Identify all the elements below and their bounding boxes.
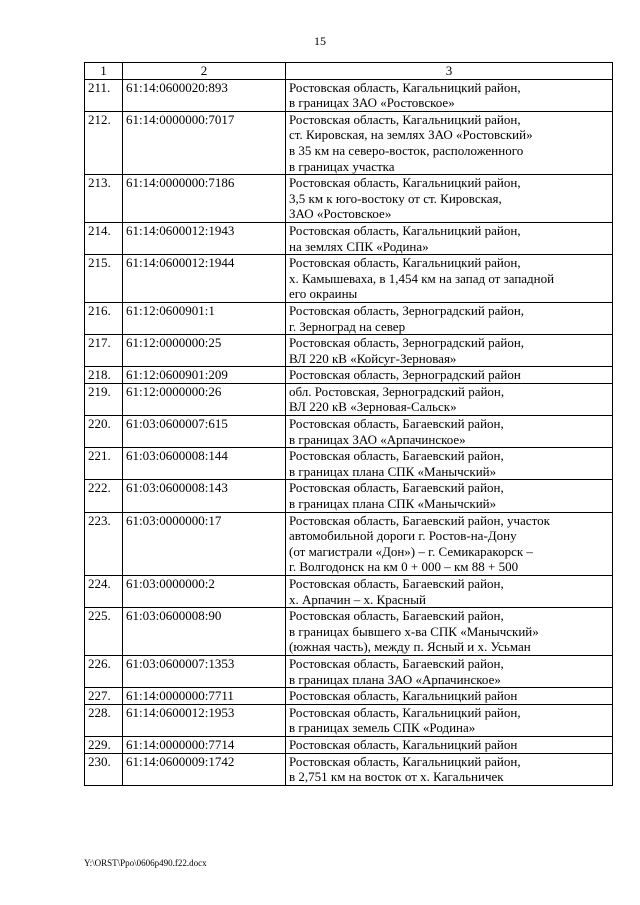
location-description: [286, 704, 613, 736]
header-col-address: 3: [286, 63, 613, 80]
location-line: 3,5 км к юго-востоку от ст. Кировская,: [289, 190, 502, 206]
location-description: [286, 255, 613, 303]
location-line: Ростовская область, Багаевский район,: [289, 448, 504, 464]
location-line: ВЛ 220 кВ «Койсуг-Зерновая»: [289, 350, 457, 366]
location-line: х. Арпачин – х. Красный: [289, 591, 426, 607]
cadastral-number: 61:12:0000000:26: [123, 383, 286, 415]
table-row: [85, 704, 613, 736]
cadastral-number: 61:14:0600012:1943: [123, 222, 286, 254]
location-line: на землях СПК «Родина»: [289, 238, 429, 254]
location-line: х. Камышеваха, в 1,454 км на запад от западной: [289, 270, 555, 286]
row-number: 223.: [85, 512, 123, 575]
row-number: 230.: [85, 753, 123, 785]
location-line: Ростовская область, Кагальницкий район: [289, 688, 518, 704]
footer-file-path: Y:\ORST\Ppo\0606p490.f22.docx: [84, 858, 207, 868]
location-description: [286, 416, 613, 448]
table-row: [85, 753, 613, 785]
location-line: Ростовская область, Кагальницкий район,: [289, 79, 521, 95]
location-line: в 2,751 км на восток от х. Кагальничек: [289, 769, 504, 785]
location-line: в границах плана СПК «Манычский»: [289, 463, 497, 479]
row-number: 213.: [85, 175, 123, 223]
table-row: [85, 448, 613, 480]
cadastral-number: 61:14:0600012:1953: [123, 704, 286, 736]
row-number: 214.: [85, 222, 123, 254]
location-line: (южная часть), между п. Ясный и х. Усьман: [289, 639, 531, 655]
location-description: [286, 111, 613, 174]
row-number: 221.: [85, 448, 123, 480]
cadastral-number: 61:14:0000000:7186: [123, 175, 286, 223]
row-number: 219.: [85, 383, 123, 415]
location-line: его окраины: [289, 286, 358, 302]
cadastral-number: 61:03:0600007:1353: [123, 655, 286, 687]
row-number: 224.: [85, 576, 123, 608]
location-description: [286, 688, 613, 705]
location-line: (от магистрали «Дон») – г. Семикаракорск –: [289, 543, 533, 559]
location-description: [286, 367, 613, 384]
cadastral-number: 61:03:0600008:143: [123, 480, 286, 512]
cadastral-number: 61:03:0600007:615: [123, 416, 286, 448]
location-line: обл. Ростовская, Зерноградский район,: [289, 383, 505, 399]
table-row: [85, 335, 613, 367]
location-line: в границах ЗАО «Арпачинское»: [289, 431, 466, 447]
location-line: Ростовская область, Кагальницкий район,: [289, 753, 521, 769]
row-number: 220.: [85, 416, 123, 448]
header-row: [85, 63, 613, 80]
page-number: 15: [314, 34, 326, 48]
location-line: Ростовская область, Зерноградский район,: [289, 302, 525, 318]
location-line: в границах бывшего х-ва СПК «Манычский»: [289, 623, 539, 639]
location-description: [286, 302, 613, 334]
location-description: [286, 608, 613, 656]
table-row: [85, 576, 613, 608]
location-line: в границах ЗАО «Ростовское»: [289, 95, 455, 111]
row-number: 227.: [85, 688, 123, 705]
location-line: в границах плана ЗАО «Арпачинское»: [289, 671, 501, 687]
land-plot-table: [84, 62, 613, 786]
table-row: [85, 688, 613, 705]
location-line: Ростовская область, Кагальницкий район,: [289, 222, 521, 238]
cadastral-number: 61:14:0000000:7711: [123, 688, 286, 705]
location-description: [286, 576, 613, 608]
table-row: [85, 175, 613, 223]
header-col-number: 1: [85, 63, 123, 80]
header-col-cadastral: 2: [123, 63, 286, 80]
cadastral-number: 61:03:0600008:90: [123, 608, 286, 656]
location-line: Ростовская область, Кагальницкий район,: [289, 255, 521, 271]
location-line: в границах плана СПК «Манычский»: [289, 496, 497, 512]
table-row: [85, 655, 613, 687]
table-row: [85, 608, 613, 656]
table-row: [85, 79, 613, 111]
table-row: [85, 367, 613, 384]
cadastral-number: 61:12:0600901:209: [123, 367, 286, 384]
location-line: автомобильной дороги г. Ростов-на-Дону: [289, 528, 517, 544]
row-number: 225.: [85, 608, 123, 656]
table-row: [85, 736, 613, 753]
location-description: [286, 480, 613, 512]
location-description: [286, 175, 613, 223]
location-line: Ростовская область, Кагальницкий район: [289, 736, 518, 752]
location-description: [286, 753, 613, 785]
cadastral-number: 61:14:0600020:893: [123, 79, 286, 111]
location-line: Ростовская область, Багаевский район,: [289, 608, 504, 624]
location-description: [286, 736, 613, 753]
row-number: 215.: [85, 255, 123, 303]
row-number: 211.: [85, 79, 123, 111]
location-line: ст. Кировская, на землях ЗАО «Ростовский»: [289, 127, 533, 143]
table-row: [85, 512, 613, 575]
table-row: [85, 255, 613, 303]
location-line: г. Зерноград на север: [289, 318, 406, 334]
table-row: [85, 302, 613, 334]
cadastral-number: 61:12:0000000:25: [123, 335, 286, 367]
location-description: [286, 383, 613, 415]
location-line: Ростовская область, Зерноградский район,: [289, 335, 525, 351]
table-row: [85, 416, 613, 448]
location-line: Ростовская область, Кагальницкий район,: [289, 111, 521, 127]
row-number: 229.: [85, 736, 123, 753]
cadastral-number: 61:03:0600008:144: [123, 448, 286, 480]
location-line: г. Волгодонск на км 0 + 000 – км 88 + 500: [289, 559, 519, 575]
location-line: в границах участка: [289, 158, 395, 174]
row-number: 216.: [85, 302, 123, 334]
cadastral-number: 61:12:0600901:1: [123, 302, 286, 334]
location-line: Ростовская область, Багаевский район,: [289, 576, 504, 591]
location-line: Ростовская область, Багаевский район,: [289, 655, 504, 671]
location-line: Ростовская область, Кагальницкий район,: [289, 704, 521, 720]
location-description: [286, 222, 613, 254]
cadastral-number: 61:14:0600009:1742: [123, 753, 286, 785]
cadastral-number: 61:03:0000000:17: [123, 512, 286, 575]
location-line: ЗАО «Ростовское»: [289, 206, 392, 222]
location-line: Ростовская область, Багаевский район, участок: [289, 512, 550, 528]
table-row: [85, 222, 613, 254]
table-row: [85, 111, 613, 174]
row-number: 222.: [85, 480, 123, 512]
location-description: [286, 448, 613, 480]
cadastral-number: 61:14:0000000:7017: [123, 111, 286, 174]
row-number: 228.: [85, 704, 123, 736]
location-line: ВЛ 220 кВ «Зерновая-Сальск»: [289, 399, 457, 415]
location-description: [286, 512, 613, 575]
location-line: в границах земель СПК «Родина»: [289, 720, 476, 736]
row-number: 226.: [85, 655, 123, 687]
table-header: [85, 63, 613, 80]
table-row: [85, 480, 613, 512]
row-number: 218.: [85, 367, 123, 384]
location-line: Ростовская область, Зерноградский район: [289, 367, 521, 383]
row-number: 217.: [85, 335, 123, 367]
table-body: [85, 79, 613, 785]
location-description: [286, 335, 613, 367]
table-row: [85, 383, 613, 415]
location-line: Ростовская область, Багаевский район,: [289, 416, 504, 432]
row-number: 212.: [85, 111, 123, 174]
location-description: [286, 79, 613, 111]
cadastral-number: 61:14:0000000:7714: [123, 736, 286, 753]
cadastral-number: 61:03:0000000:2: [123, 576, 286, 608]
location-line: в 35 км на северо-восток, расположенного: [289, 142, 524, 158]
location-line: Ростовская область, Кагальницкий район,: [289, 175, 521, 191]
location-line: Ростовская область, Багаевский район,: [289, 480, 504, 496]
cadastral-number: 61:14:0600012:1944: [123, 255, 286, 303]
location-description: [286, 655, 613, 687]
